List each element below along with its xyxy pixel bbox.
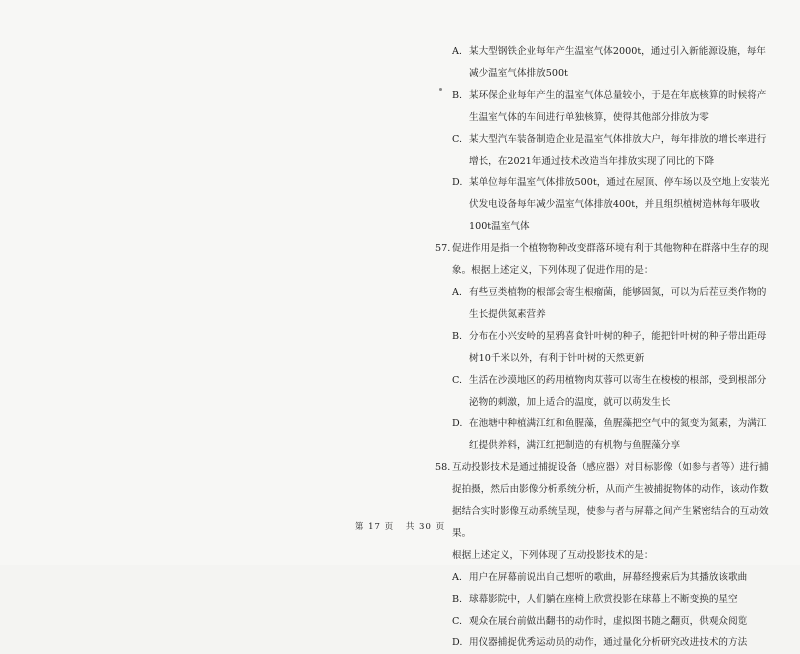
- question-57-options: [452, 282, 772, 457]
- option-item: [452, 611, 772, 633]
- option-letter: B.: [452, 330, 463, 342]
- option-text: 用仪器捕捉优秀运动员的动作，通过量化分析研究改进技术的方法: [469, 637, 748, 649]
- option-letter: C.: [452, 374, 463, 386]
- option-letter: C.: [452, 615, 463, 627]
- page-number: 第 17 页: [354, 522, 395, 532]
- option-text: 球幕影院中，人们躺在座椅上欣赏投影在球幕上不断变换的星空: [469, 593, 738, 605]
- option-letter: C.: [452, 133, 463, 145]
- option-letter: D.: [452, 637, 463, 649]
- option-item: [452, 370, 772, 414]
- option-item: [452, 413, 772, 457]
- option-item: [452, 326, 772, 370]
- option-text: 在池塘中种植满江红和鱼腥藻，鱼腥藻把空气中的氮变为氮素，为满江红提供养料，满江红把制造的有机物与鱼腥藻分享: [469, 418, 767, 452]
- option-item: [452, 85, 772, 129]
- page-total: 共 30 页: [405, 522, 446, 532]
- option-letter: A.: [452, 46, 462, 57]
- question-number: 58.: [435, 462, 451, 474]
- option-letter: B.: [452, 593, 463, 605]
- question-stem: 互动投影技术是通过捕捉设备（感应器）对目标影像（如参与者等）进行捕捉拍摄，然后由影像分析系统分析，从而产生被捕捉物体的动作，该动作数据结合实时影像互动系统呈现，使参与者与屏幕之间产生紧密结合的互动效果。: [452, 462, 769, 539]
- question-58-options: [452, 567, 772, 654]
- question-number: 57.: [435, 243, 451, 255]
- option-text: 分布在小兴安岭的星鸦喜食针叶树的种子，能把针叶树的种子带出距母树10千米以外，有利于针叶树的天然更新: [469, 330, 767, 364]
- scan-speck: [439, 88, 442, 91]
- option-item: [452, 41, 772, 85]
- question-stem: 促进作用是指一个植物物种改变群落环境有利于其他物种在群落中生存的现象。根据上述定义，下列体现了促进作用的是：: [452, 243, 769, 277]
- option-letter: D.: [452, 177, 463, 189]
- page-content: [435, 41, 772, 654]
- option-text: 某环保企业每年产生的温室气体总量较小，于是在年底核算的时候将产生温室气体的车间进行单独核算，使得其他部分排放为零: [469, 89, 767, 123]
- option-letter: D.: [452, 418, 463, 430]
- question-56-options: [452, 41, 772, 238]
- page-footer: [0, 520, 800, 532]
- option-item: [452, 567, 772, 589]
- option-letter: B.: [452, 89, 463, 101]
- option-text: 有些豆类植物的根部会寄生根瘤菌，能够固氮，可以为后茬豆类作物的生长提供氮素营养: [469, 286, 767, 320]
- option-item: [452, 172, 772, 238]
- option-letter: A.: [452, 286, 462, 298]
- option-text: 观众在展台前做出翻书的动作时，虚拟图书随之翻页，供观众阅览: [469, 615, 748, 627]
- question-57: [435, 238, 772, 282]
- option-item: [452, 632, 772, 654]
- option-text: 用户在屏幕前说出自己想听的歌曲，屏幕经搜索后为其播放该歌曲: [469, 571, 748, 583]
- option-letter: A.: [452, 571, 462, 583]
- option-item: [452, 589, 772, 611]
- option-text: 生活在沙漠地区的药用植物肉苁蓉可以寄生在梭梭的根部，受到根部分泌物的刺激，加上适合的温度，就可以萌发生长: [469, 374, 767, 408]
- question-prompt: 根据上述定义，下列体现了互动投影技术的是：: [452, 549, 654, 561]
- option-item: [452, 129, 772, 173]
- option-text: 某大型钢铁企业每年产生温室气体2000t，通过引入新能源设施，每年减少温室气体排放500t: [469, 46, 766, 79]
- option-text: 某大型汽车装备制造企业是温室气体排放大户，每年排放的增长率进行增长，在2021年通过技术改造当年排放实现了同比的下降: [469, 133, 767, 167]
- option-text: 某单位每年温室气体排放500t，通过在屋顶、停车场以及空地上安装光伏发电设备每年减少温室气体排放400t，并且组织植树造林每年吸收100t温室气体: [469, 177, 770, 233]
- option-item: [452, 282, 772, 326]
